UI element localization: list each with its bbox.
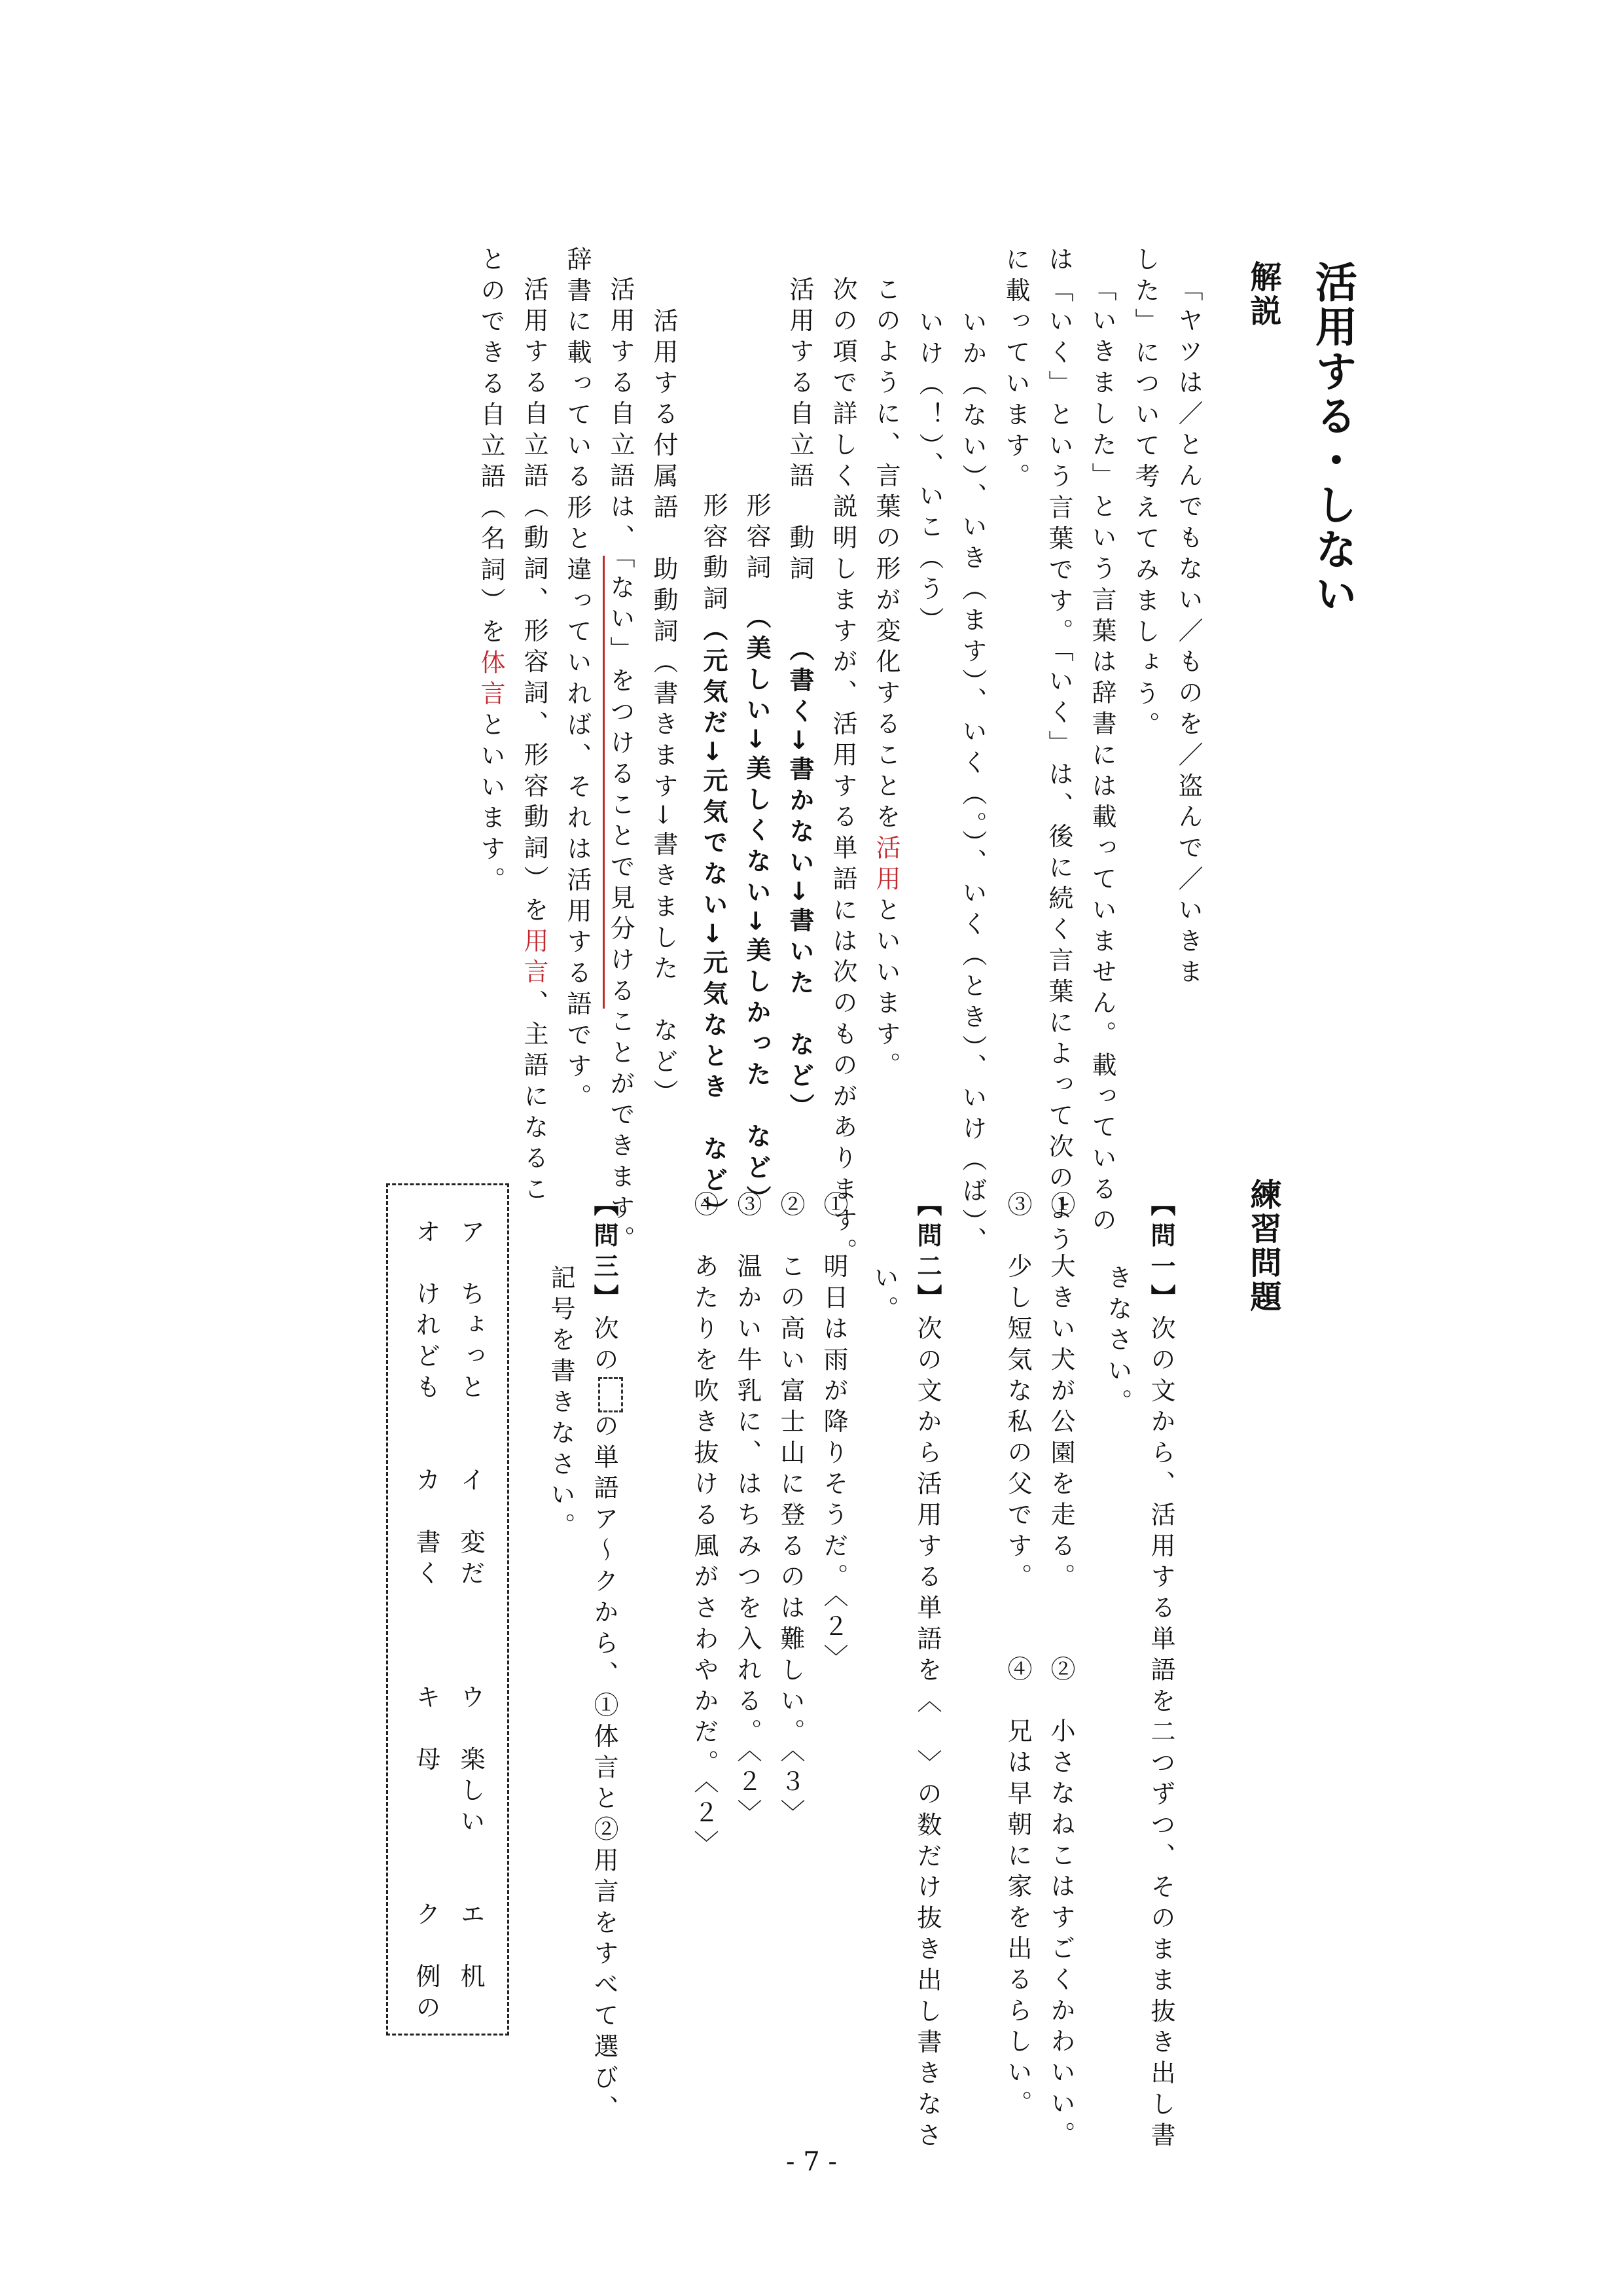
explanation-line-8 [874,276,899,1083]
line-11-pos: 形容詞 [742,492,771,586]
page-number: - 7 - [786,2147,837,2177]
line-12-example: （元気だ→元気でない→元気なとき など） [699,616,728,1229]
explanation-line-11 [744,492,769,1216]
explanation-line-4: は「いく」という言葉です。「いく」は、後に続く言葉によって次のよう [1044,246,1073,1258]
choices-row-1: ア ちょっと イ 変だ ウ 楽しい エ 机 [456,1219,485,1994]
line-14-text-a: 活用する自立語は、 [606,276,635,556]
explanation-line-10 [787,276,812,1124]
line-13-pos: 助動詞 [649,556,678,649]
explanation-line-1: 「ヤツは／とんでもない／ものを／盗んで／いきま [1174,276,1203,990]
explanation-line-9: 次の項で詳しく説明しますが、活用する単語には次のものがあります。 [829,276,857,1269]
explanation-line-12 [701,492,726,1229]
line-10-pos: 動詞 [785,524,814,587]
explanation-line-14 [608,276,633,1257]
question-3-text-2: 記号を書きなさい。 [546,1265,575,1544]
line-16-text-a: 活用する自立語（動詞、形容詞、形容動詞）を [520,276,548,928]
question-3 [592,1191,623,2126]
line-17-text-b: といいます。 [476,711,505,898]
question-1-label: 【問一】 [1147,1191,1175,1316]
question-2-item-4: ④ あたりを吹き抜ける風がさわやかだ。〈２〉 [690,1191,719,1861]
explanation-line-15: 辞書に載っている形と違っていれば、それは活用する語です。 [563,246,592,1115]
answer-blank-box [598,1377,623,1412]
line-13-example: （書きます→書きました など） [649,649,678,1111]
line-8-text-a: このように、言葉の形が変化することを [872,276,901,835]
line-13-label: 活用する付属語 [649,308,678,525]
question-3-label: 【問三】 [590,1191,618,1316]
explanation-line-5: に載っています。 [1001,246,1030,495]
question-1-item-2: ② 小さなねこはすごくかわいい。 [1046,1656,1075,2153]
line-10-label: 活用する自立語 [785,276,814,493]
question-1-item-3: ③ 少し短気な私の父です。 [1003,1191,1032,1595]
question-2-item-2: ② この高い富士山に登るのは難しい。〈３〉 [776,1191,805,1831]
explanation-line-17 [478,246,503,897]
choices-box [386,1183,509,2036]
question-2-item-1: ① 明日は雨が降りそうだ。〈２〉 [819,1191,848,1676]
question-2-label: 【問二】 [913,1191,942,1316]
explanation-heading: 解説 [1245,260,1281,329]
question-2-text-2: い。 [870,1265,899,1327]
choices-row-2: オ けれども カ 書く キ 母 ク 例の [412,1219,440,2026]
line-14-text-b: ことができます。 [606,1008,635,1257]
line-17-text-a: とのできる自立語（名詞）を [476,246,505,650]
line-11-example: （美しい→美しくない→美しかった など） [742,616,771,1217]
question-2-item-3: ③ 温かい牛乳に、はちみつを入れる。〈２〉 [733,1191,762,1831]
question-1-text-2: きなさい。 [1103,1265,1132,1420]
term-katsuyou: 活用 [872,834,901,897]
explanation-line-7: いけ（！）、いこ（う） [915,309,944,638]
explanation-line-3: 「いきました」という言葉は辞書には載っていません。載っているの [1088,276,1116,1238]
term-yougen: 用言 [520,927,548,990]
question-1-item-1: ① 大きい犬が公園を走る。 [1046,1191,1075,1595]
term-taigen: 体言 [476,649,505,712]
explanation-line-6: いか（ない）、いき（ます）、いく（。）、いく（とき）、いけ（ば）、 [958,309,987,1259]
explanation-line-13 [651,308,676,1110]
question-1 [1149,1191,1173,2153]
underlined-phrase: 「ない」をつけることで見分ける [603,556,635,1009]
line-10-example: （書く→書かない→書いた など） [785,648,814,1124]
exercises-heading: 練習問題 [1245,1178,1281,1314]
question-1-text: 次の文から、活用する単語を二つずつ、そのまま抜き出し書 [1147,1315,1175,2153]
line-12-pos: 形容動詞 [699,492,728,617]
explanation-line-16 [522,276,546,1207]
question-2 [915,1191,940,2153]
question-3-text-b: の単語ア～クから、①体言と②用言をすべて選び、 [590,1412,618,2126]
line-16-text-b: 、主語になるこ [520,990,548,1208]
explanation-line-2: した」について考えてみましょう。 [1131,246,1160,743]
question-1-item-4: ④ 兄は早朝に家を出るらしい。 [1003,1656,1032,2121]
question-2-text: 次の文から活用する単語を〈 〉の数だけ抜き出し書きなさ [913,1315,942,2153]
line-8-text-b: といいます。 [872,897,901,1083]
question-3-text-a: 次の [590,1315,618,1378]
page-title: 活用する・しない [1308,260,1357,617]
